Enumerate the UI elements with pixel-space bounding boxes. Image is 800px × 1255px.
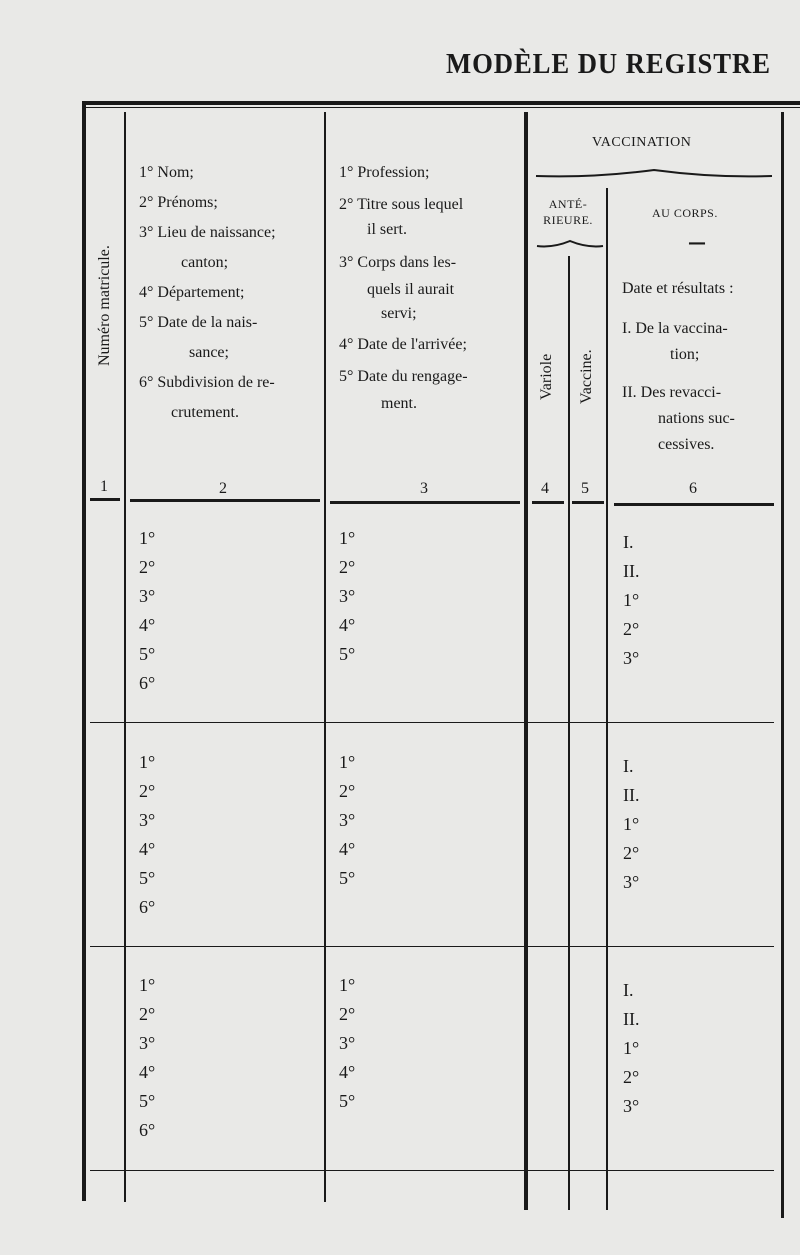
entry: I. <box>623 532 634 552</box>
entry: 1° <box>339 752 356 772</box>
entry: 2° <box>139 1004 156 1024</box>
entry: 1° <box>623 590 640 610</box>
col3-h-item: 2° Titre sous lequel <box>339 196 464 213</box>
entry: 3° <box>339 810 356 830</box>
col-number-6: 6 <box>689 480 697 497</box>
col2-h-item: canton; <box>181 254 229 271</box>
row-separator-1 <box>90 722 774 723</box>
col4-divider <box>568 256 570 1210</box>
col6-h-item: cessives. <box>658 436 715 453</box>
header-rule-col2 <box>130 499 320 502</box>
anterieure-line2: RIEURE. <box>543 213 593 227</box>
entry: 4° <box>139 1062 156 1082</box>
col2-divider <box>324 112 326 1202</box>
header-rule-col3 <box>330 501 520 504</box>
col6-h-item: nations suc- <box>658 410 735 427</box>
col1-header-label: Numéro matricule. <box>96 245 113 366</box>
col3-h-item: quels il aurait <box>367 281 455 298</box>
col2-h-item: 2° Prénoms; <box>139 194 218 211</box>
col3-h-item: 4° Date de l'arrivée; <box>339 336 467 353</box>
col2-h-item: sance; <box>189 344 229 361</box>
col2-header <box>139 158 324 428</box>
col5-divider <box>606 188 608 1210</box>
left-border <box>82 101 86 1201</box>
entry: 2° <box>623 843 640 863</box>
entry: 4° <box>139 615 156 635</box>
row-separator-2 <box>90 946 774 947</box>
entry: 2° <box>339 781 356 801</box>
row1-col2 <box>139 524 155 698</box>
header-rule-col4 <box>532 501 564 504</box>
entry: II. <box>623 1009 640 1029</box>
col6-h-item: tion; <box>670 346 700 363</box>
entry: 3° <box>623 648 640 668</box>
entry: 5° <box>339 868 356 888</box>
entry: 1° <box>139 752 156 772</box>
col2-h-item: 5° Date de la nais- <box>139 314 258 331</box>
row3-col6 <box>623 976 640 1121</box>
entry: 2° <box>623 1067 640 1087</box>
entry: 2° <box>139 781 156 801</box>
row3-col2 <box>139 971 155 1145</box>
col6-h-item: I. De la vaccina- <box>622 320 728 337</box>
entry: 1° <box>339 975 356 995</box>
col2-h-item: crutement. <box>171 404 239 421</box>
entry: 3° <box>623 1096 640 1116</box>
entry: 6° <box>139 897 156 917</box>
col2-h-item: 3° Lieu de naissance; <box>139 224 276 241</box>
col3-header <box>339 158 524 416</box>
col2-h-item: 1° Nom; <box>139 164 194 181</box>
col2-h-item: 4° Département; <box>139 284 245 301</box>
entry: 2° <box>339 1004 356 1024</box>
entry: 1° <box>623 814 640 834</box>
row2-col3 <box>339 748 355 893</box>
row-separator-3 <box>90 1170 774 1171</box>
entry: 5° <box>139 1091 156 1111</box>
entry: 4° <box>339 615 356 635</box>
entry: 4° <box>339 839 356 859</box>
row2-col6 <box>623 752 640 897</box>
row1-col3 <box>339 524 355 669</box>
row1-col6 <box>623 528 640 673</box>
col-number-5: 5 <box>581 480 589 497</box>
entry: 1° <box>139 975 156 995</box>
entry: I. <box>623 980 634 1000</box>
vaccination-header: VACCINATION <box>592 135 692 150</box>
page-title: MODÈLE DU REGISTRE <box>446 48 771 80</box>
anterieure-label <box>528 196 608 228</box>
entry: 3° <box>139 1033 156 1053</box>
col3-h-item: 5° Date du rengage- <box>339 368 468 385</box>
col-number-1: 1 <box>100 478 108 495</box>
col3-h-item: ment. <box>381 395 417 412</box>
entry: 5° <box>339 1091 356 1111</box>
col6-h-item: II. Des revacci- <box>622 384 722 401</box>
entry: II. <box>623 561 640 581</box>
top-rule-thin <box>84 107 800 108</box>
entry: 5° <box>139 644 156 664</box>
row3-col3 <box>339 971 355 1116</box>
header-rule-col1 <box>90 498 120 501</box>
col1-divider <box>124 112 126 1202</box>
col2-h-item: 6° Subdivision de re- <box>139 374 275 391</box>
entry: 3° <box>623 872 640 892</box>
col-number-4: 4 <box>541 480 549 497</box>
col3-h-item: 1° Profession; <box>339 164 430 181</box>
au-corps-label: AU CORPS. <box>652 206 718 220</box>
col3-h-item: servi; <box>381 305 417 322</box>
entry: 1° <box>139 528 156 548</box>
vaccination-brace <box>534 164 774 180</box>
entry: 2° <box>623 619 640 639</box>
header-rule-col5 <box>572 501 604 504</box>
entry: 4° <box>339 1062 356 1082</box>
entry: 1° <box>623 1038 640 1058</box>
header-rule-col6 <box>614 503 774 506</box>
col6-h-item: Date et résultats : <box>622 280 734 297</box>
col3-h-item: 3° Corps dans les- <box>339 254 457 271</box>
entry: 3° <box>339 586 356 606</box>
entry: 5° <box>139 868 156 888</box>
entry: 2° <box>139 557 156 577</box>
entry: 3° <box>339 1033 356 1053</box>
col-number-3: 3 <box>420 480 428 497</box>
entry: 3° <box>139 586 156 606</box>
col6-header <box>622 276 782 458</box>
entry: 6° <box>139 1120 156 1140</box>
col3-divider <box>524 112 528 1210</box>
entry: 4° <box>139 839 156 859</box>
entry: 5° <box>339 644 356 664</box>
entry: 2° <box>339 557 356 577</box>
top-rule <box>84 101 800 105</box>
entry: II. <box>623 785 640 805</box>
col-number-2: 2 <box>219 480 227 497</box>
anterieure-brace <box>535 238 605 250</box>
anterieure-line1: ANTÉ- <box>548 197 588 211</box>
au-corps-dash: — <box>688 232 706 253</box>
col3-h-item: il sert. <box>367 221 407 238</box>
entry: 3° <box>139 810 156 830</box>
variole-label: Variole <box>538 353 555 400</box>
vaccine-label: Vaccine. <box>578 349 595 404</box>
entry: 6° <box>139 673 156 693</box>
entry: 1° <box>339 528 356 548</box>
entry: I. <box>623 756 634 776</box>
row2-col2 <box>139 748 155 922</box>
